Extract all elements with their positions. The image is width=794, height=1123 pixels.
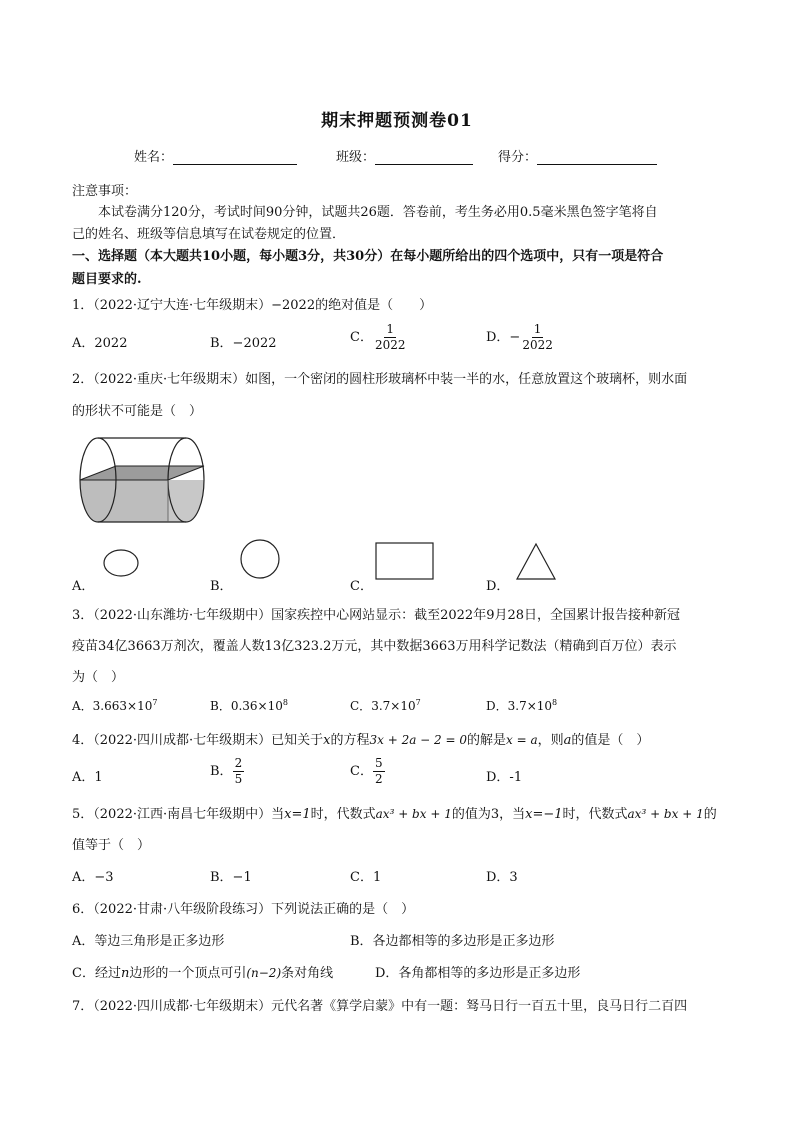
score-blank[interactable] bbox=[537, 150, 657, 165]
q1-option-b: B．−2022 bbox=[210, 336, 277, 351]
q4-stem-mid-3: ，则 bbox=[537, 733, 564, 748]
q2-stem-line-2: 的形状不可能是（ ） bbox=[72, 404, 203, 419]
fraction-numerator: 5 bbox=[374, 756, 383, 770]
q2-stem-line-1: 2．（2022·重庆·七年级期末）如图，一个密闭的圆柱形玻璃杯中装一半的水，任意放置这个玻璃杯，则水面 bbox=[72, 372, 688, 387]
q6-option-d: D．各角都相等的多边形是正多边形 bbox=[375, 966, 581, 981]
q4-var-x: x bbox=[323, 733, 331, 748]
q4-stem-pre: 4．（2022·四川成都·七年级期末）已知关于 bbox=[72, 733, 324, 748]
fraction-denominator: 2022 bbox=[522, 338, 553, 352]
q4-stem-post: 的值是（ ） bbox=[571, 733, 650, 748]
q1-option-a: A．2022 bbox=[72, 336, 128, 351]
fraction-denominator: 2022 bbox=[374, 338, 406, 352]
notice-line-2: 己的姓名、班级等信息填写在试卷规定的位置． bbox=[72, 227, 346, 242]
q6-option-c-post: 条对角线 bbox=[281, 966, 334, 981]
q2-option-c: C． bbox=[350, 579, 373, 594]
q5-stem-line-1 bbox=[72, 803, 717, 822]
fraction-denominator: 5 bbox=[234, 772, 243, 786]
q4-option-b bbox=[210, 756, 244, 787]
q1-stem: 1．（2022·辽宁大连·七年级期末）−2022的绝对值是（ ） bbox=[72, 298, 433, 313]
q4-option-d: D．-1 bbox=[486, 770, 523, 785]
q5-stem-mid-2: 的值为3，当 bbox=[451, 807, 526, 822]
q3-option-b-exponent: 8 bbox=[282, 698, 288, 707]
q3-option-a bbox=[72, 697, 157, 714]
q5-option-d: D．3 bbox=[486, 870, 518, 885]
page-title: 期末押题预测卷01 bbox=[321, 111, 473, 131]
q5-stem-pre: 5．（2022·江西·南昌七年级期中）当 bbox=[72, 807, 285, 822]
name-blank[interactable] bbox=[173, 150, 297, 165]
q4-option-a: A．1 bbox=[72, 770, 103, 785]
notice-heading: 注意事项： bbox=[72, 184, 138, 199]
score-field bbox=[498, 146, 657, 165]
q6-option-c-var: n bbox=[120, 966, 130, 981]
fraction-numerator: 1 bbox=[386, 322, 395, 336]
q1-option-c-fraction bbox=[373, 322, 408, 353]
q4-stem-mid-1: 的方程 bbox=[330, 733, 370, 748]
q2-option-d: D． bbox=[486, 579, 510, 594]
cylinder-figure bbox=[76, 428, 206, 526]
name-label: 姓名： bbox=[134, 150, 174, 165]
q4-option-c-fraction bbox=[373, 756, 385, 787]
q6-option-a: A．等边三角形是正多边形 bbox=[72, 934, 225, 949]
q6-option-c bbox=[72, 962, 333, 981]
q4-option-b-label: B． bbox=[210, 764, 233, 779]
class-blank[interactable] bbox=[375, 150, 473, 165]
q6-stem: 6．（2022·甘肃·八年级阶段练习）下列说法正确的是（ ） bbox=[72, 902, 415, 917]
triangle-shape-icon bbox=[514, 542, 558, 582]
fraction-numerator: 1 bbox=[533, 322, 542, 336]
class-field bbox=[336, 146, 473, 165]
q2-option-b: B． bbox=[210, 579, 233, 594]
q4-stem-mid-2: 的解是 bbox=[467, 733, 507, 748]
q4-option-b-fraction bbox=[233, 756, 245, 787]
q3-stem-line-3: 为（ ） bbox=[72, 670, 125, 685]
q2-option-a: A． bbox=[72, 579, 95, 594]
circle-shape-icon bbox=[238, 538, 282, 580]
q3-option-a-label: A． bbox=[72, 699, 93, 713]
q5-stem-mid-3: 时，代数式 bbox=[562, 807, 628, 822]
q1-option-d bbox=[486, 322, 555, 353]
q4-solution: x = a bbox=[506, 733, 538, 747]
q3-option-c-exponent: 7 bbox=[415, 698, 421, 707]
q1-option-c-label: C． bbox=[350, 330, 373, 345]
q5-option-c: C．1 bbox=[350, 870, 382, 885]
q6-option-c-pre: C．经过 bbox=[72, 966, 121, 981]
rectangle-shape-icon bbox=[375, 542, 435, 582]
q3-option-c-label: C． bbox=[350, 699, 372, 713]
q3-option-c-base: 3.7×10 bbox=[371, 699, 416, 713]
q4-option-c-label: C． bbox=[350, 764, 373, 779]
q5-condition-2: x=−1 bbox=[525, 807, 563, 822]
q3-option-b-base: 0.36×10 bbox=[230, 699, 283, 713]
q1-option-c bbox=[350, 322, 408, 353]
fraction-numerator: 2 bbox=[234, 756, 243, 770]
q3-option-c bbox=[350, 697, 421, 714]
q3-option-a-base: 3.663×10 bbox=[92, 699, 153, 713]
q4-option-c bbox=[350, 756, 385, 787]
section-heading-line-1: 一、选择题（本大题共10小题，每小题3分，共30分）在每小题所给出的四个选项中，只有一项是符合 bbox=[72, 249, 664, 264]
q4-equation: 3x + 2a − 2 = 0 bbox=[369, 733, 467, 747]
q6-option-c-expression: (n−2) bbox=[246, 966, 282, 980]
fraction-denominator: 2 bbox=[374, 772, 383, 786]
q1-option-d-fraction bbox=[520, 322, 555, 353]
q4-var-a: a bbox=[563, 733, 572, 748]
q5-stem-mid-1: 时，代数式 bbox=[310, 807, 376, 822]
score-label: 得分： bbox=[498, 150, 538, 165]
class-label: 班级： bbox=[336, 150, 376, 165]
q7-stem: 7．（2022·四川成都·七年级期末）元代名著《算学启蒙》中有一题：驽马日行一百五十里，良马日行二百四 bbox=[72, 999, 688, 1014]
q5-expression-2: ax³ + bx + 1 bbox=[627, 807, 704, 821]
name-field bbox=[134, 146, 297, 165]
notice-line-1: 本试卷满分120分，考试时间90分钟，试题共26题．答卷前，考生务必用0.5毫米黑色签字笔将自 bbox=[98, 205, 658, 220]
q5-option-a: A．−3 bbox=[72, 870, 114, 885]
q6-option-c-mid: 边形的一个顶点可引 bbox=[129, 966, 247, 981]
q3-stem-line-2: 疫苗34亿3663万剂次，覆盖人数13亿323.2万元，其中数据3663万用科学记数法（精确到百万位）表示 bbox=[72, 639, 677, 654]
ellipse-shape-icon bbox=[102, 548, 140, 578]
q5-stem-post: 的 bbox=[703, 807, 717, 822]
q3-option-d-label: D． bbox=[486, 699, 508, 713]
q1-option-d-label: D．− bbox=[486, 330, 521, 345]
q3-option-a-exponent: 7 bbox=[152, 698, 158, 707]
q5-expression-1: ax³ + bx + 1 bbox=[375, 807, 452, 821]
q6-option-b: B．各边都相等的多边形是正多边形 bbox=[350, 934, 555, 949]
q3-option-d bbox=[486, 697, 557, 714]
q4-stem bbox=[72, 729, 649, 748]
q5-option-b: B．−1 bbox=[210, 870, 252, 885]
q3-option-d-exponent: 8 bbox=[552, 698, 558, 707]
q3-option-d-base: 3.7×10 bbox=[507, 699, 553, 713]
q3-stem-line-1: 3．（2022·山东潍坊·七年级期中）国家疾控中心网站显示：截至2022年9月28日，全国累计报告接种新冠 bbox=[72, 608, 681, 623]
section-heading-line-2: 题目要求的. bbox=[72, 272, 142, 287]
q5-stem-line-2: 值等于（ ） bbox=[72, 838, 151, 853]
q5-condition-1: x=1 bbox=[284, 807, 311, 822]
q3-option-b bbox=[210, 697, 288, 714]
q3-option-b-label: B． bbox=[210, 699, 231, 713]
